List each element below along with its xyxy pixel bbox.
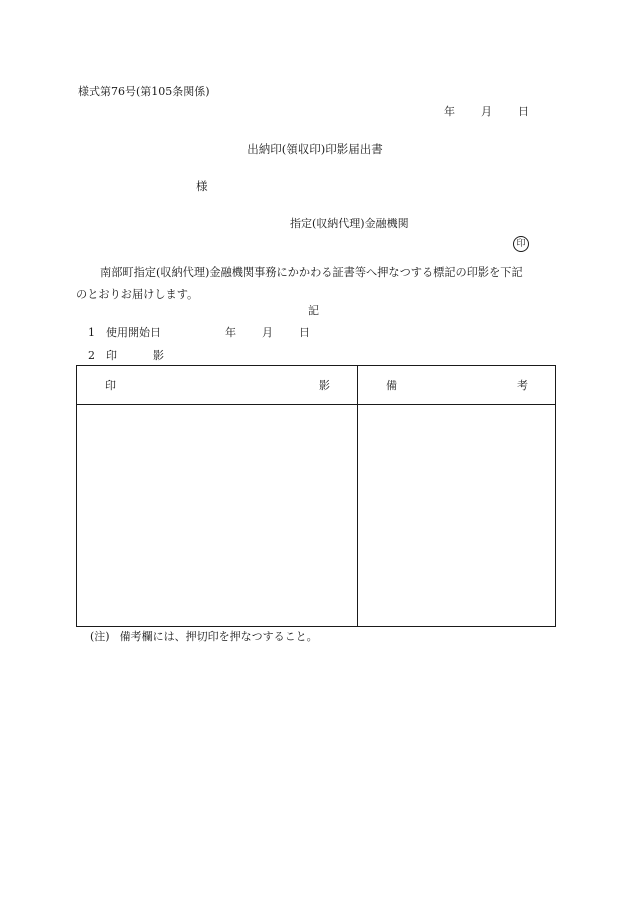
body-line-1: 南部町指定(収納代理)金融機関事務にかかわる証書等へ押なつする標記の印影を下記: [100, 266, 523, 279]
table-header-seal-b: 影: [319, 379, 330, 392]
item1-year: 年: [225, 326, 236, 339]
ki-heading: 記: [308, 304, 319, 317]
footnote-text: 備考欄には、押切印を押なつすること。: [119, 630, 318, 643]
table-header-remarks-b: 考: [517, 379, 528, 392]
remarks-cell[interactable]: [358, 405, 555, 626]
form-number: 様式第76号(第105条関係): [78, 85, 210, 98]
item1-label: 使用開始日: [106, 326, 161, 339]
item2-number: 2: [88, 349, 95, 362]
sender-institution: 指定(収納代理)金融機関: [290, 217, 409, 230]
submission-date: [444, 106, 529, 117]
body-paragraph: [76, 262, 558, 306]
item2-label-a: 印: [106, 349, 117, 362]
seal-impression-cell[interactable]: [77, 405, 357, 626]
date-day-label: 日: [518, 105, 529, 118]
date-month-label: 月: [481, 105, 492, 118]
table-header-remarks-a: 備: [386, 379, 397, 392]
seal-mark-icon: 印: [513, 236, 529, 252]
footnote-prefix: (注): [90, 630, 110, 643]
item1-day: 日: [299, 326, 310, 339]
item-start-date: [88, 327, 310, 338]
table-header-seal-a: 印: [105, 379, 116, 392]
document-title: 出納印(領収印)印影届出書: [247, 142, 383, 156]
item1-month: 月: [262, 326, 273, 339]
footnote: [90, 631, 318, 642]
item-seal-impression: [88, 350, 164, 361]
seal-impression-table: [76, 365, 556, 627]
item2-label-b: 影: [153, 349, 164, 362]
item1-number: 1: [88, 326, 95, 339]
body-line-2: のとおりお届けします。: [76, 288, 199, 301]
addressee-honorific: 様: [196, 179, 208, 193]
date-year-label: 年: [444, 105, 455, 118]
